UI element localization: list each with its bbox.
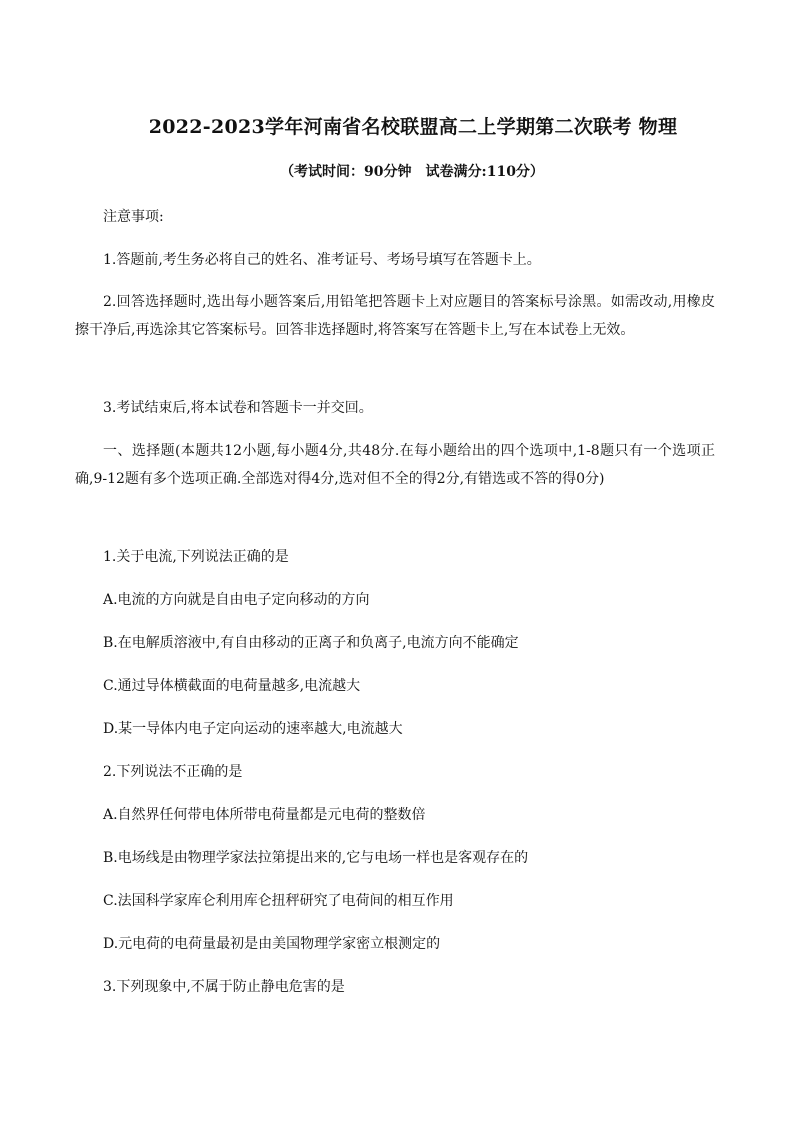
notice-item-3: 3.考试结束后,将本试卷和答题卡一并交回。 bbox=[103, 400, 373, 416]
question-1-stem: 1.关于电流,下列说法正确的是 bbox=[103, 549, 289, 565]
notice-item-2: 2.回答选择题时,选出每小题答案后,用铅笔把答题卡上对应题目的答案标号涂黑。如需改动,用橡皮擦干净后,再选涂其它答案标号。回答非选择题时,将答案写在答题卡上,写在本试卷上无效。 bbox=[75, 294, 715, 338]
question-1-option-c: C.通过导体横截面的电荷量越多,电流越大 bbox=[103, 678, 361, 694]
question-2-option-b: B.电场线是由物理学家法拉第提出来的,它与电场一样也是客观存在的 bbox=[103, 850, 529, 866]
question-1-option-d: D.某一导体内电子定向运动的速率越大,电流越大 bbox=[103, 721, 403, 737]
question-2-option-a: A.自然界任何带电体所带电荷量都是元电荷的整数倍 bbox=[103, 807, 426, 823]
question-2-stem: 2.下列说法不正确的是 bbox=[103, 764, 243, 780]
question-2-option-d: D.元电荷的电荷量最初是由美国物理学家密立根测定的 bbox=[103, 936, 441, 952]
exam-subtitle: （考试时间：90分钟 试卷满分:110分） bbox=[280, 164, 544, 180]
question-1-option-a: A.电流的方向就是自由电子定向移动的方向 bbox=[103, 592, 370, 608]
notice-item-1: 1.答题前,考生务必将自己的姓名、准考证号、考场号填写在答题卡上。 bbox=[103, 252, 541, 268]
question-3-stem: 3.下列现象中,不属于防止静电危害的是 bbox=[103, 979, 345, 995]
question-1-option-b: B.在电解质溶液中,有自由移动的正离子和负离子,电流方向不能确定 bbox=[103, 635, 519, 651]
section-intro: 一、选择题(本题共12小题,每小题4分,共48分.在每小题给出的四个选项中,1-8题只有一个选项正确,9-12题有多个选项正确.全部选对得4分,选对但不全的得2分,有错选或不答的得0分) bbox=[75, 443, 715, 487]
notice-heading: 注意事项: bbox=[103, 209, 164, 225]
exam-title: 2022-2023学年河南省名校联盟高二上学期第二次联考 物理 bbox=[148, 116, 678, 138]
question-2-option-c: C.法国科学家库仑利用库仑扭秤研究了电荷间的相互作用 bbox=[103, 893, 454, 909]
